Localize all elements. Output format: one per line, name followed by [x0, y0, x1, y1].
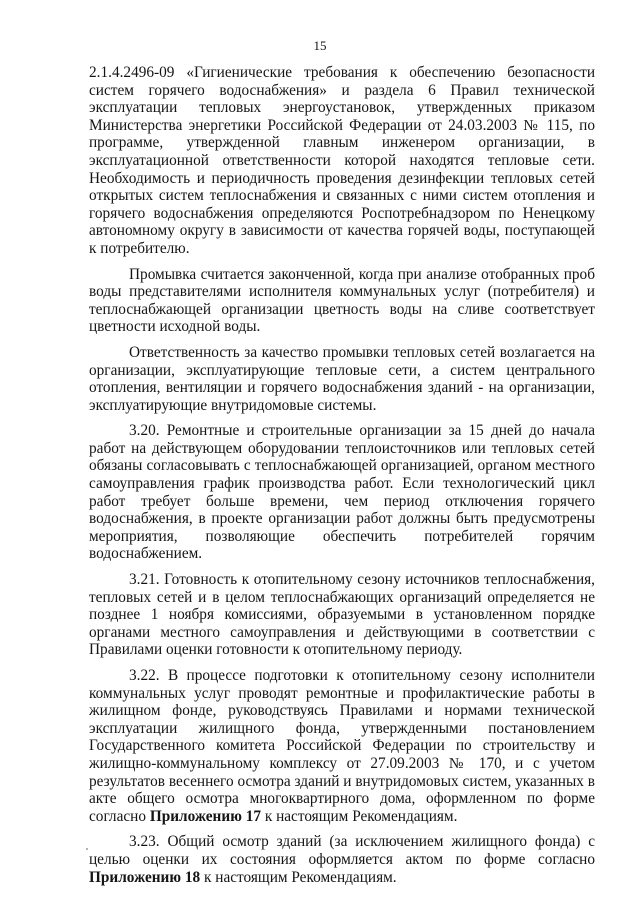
text-line: Необходимость и периодичность проведения дезинфекции тепловых сетей [89, 169, 595, 187]
text-line: жилищном фонде, руководствуясь Правилами и нормами технической [89, 702, 595, 720]
text-line: жилищно-коммунальному комплексу от 27.09.2003 № 170, и с учетом [89, 754, 595, 772]
document-body [89, 64, 595, 894]
text-line: эксплуатационной ответственности которой находятся тепловые сети. [89, 151, 595, 169]
text-line [89, 869, 595, 887]
text-line: целью оценки их состояния оформляется актом по форме согласно [89, 850, 595, 868]
text-line: обязаны согласовывать с теплоснабжающей организацией, органом местного [89, 457, 595, 475]
text-line: тепловых сетей и в целом теплоснабжающих организаций определяется не [89, 588, 595, 606]
text-line: 3.21. Готовность к отопительному сезону источников теплоснабжения, [129, 571, 595, 589]
scan-speck [86, 848, 88, 850]
text-line: 3.22. В процессе подготовки к отопительному сезону исполнители [129, 667, 595, 684]
text-line: горячего водоснабжения определяются Роспотребнадзором по Ненецкому [89, 204, 595, 222]
text-line: водоснабжения, в проекте организации работ должны быть предусмотрены [89, 510, 595, 528]
text-line: акте общего осмотра многоквартирного дома, оформленном по форме [89, 790, 595, 808]
text-line: коммунальных услуг проводят ремонтные и профилактические работы в [89, 684, 595, 702]
text-line: воды представителями исполнителя коммунальных услуг (потребителя) и [89, 283, 595, 301]
text-line: Государственного комитета Российской Федерации по строительству и [89, 737, 595, 755]
paragraph-3-22 [89, 667, 595, 825]
text-line: Ответственность за качество промывки тепловых сетей возлагается на [129, 343, 595, 361]
text-line: к потребителю. [89, 239, 190, 257]
text-line: мероприятия, позволяющие обеспечить потребителей горячим [89, 527, 595, 545]
text-line: работ требует больше времени, чем период отключения горячего [89, 492, 595, 510]
appendix-18-reference: Приложению 18 [89, 868, 201, 886]
paragraph-sanpin-reference [89, 64, 595, 258]
text-line: организации, эксплуатирующие тепловые сети, а систем центрального [89, 361, 595, 379]
text-line: Министерства энергетики Российской Федерации от 24.03.2003 № 115, по [89, 116, 595, 134]
paragraph-3-20 [89, 422, 595, 563]
text-fragment: согласно [89, 807, 150, 825]
text-line: результатов весеннего осмотра зданий и внутридомовых систем, указанных в [89, 772, 595, 790]
paragraph-3-23 [89, 833, 595, 886]
text-line: эксплуатации тепловых энергоустановок, утвержденных приказом [89, 99, 595, 117]
text-line: работ на действующем оборудовании теплоисточников или тепловых сетей [89, 439, 595, 457]
appendix-17-reference: Приложению 17 [149, 807, 261, 825]
text-fragment: к настоящим Рекомендациям. [261, 807, 458, 825]
text-line: самоуправления график производства работ. Если технологический цикл [89, 475, 595, 493]
text-line [89, 808, 595, 826]
text-line: 3.23. Общий осмотр зданий (за исключением жилищного фонда) с [129, 833, 595, 851]
text-line: эксплуатации жилищного фонда, утвержденными постановлением [89, 719, 595, 737]
text-line: автономному округу в зависимости от качества горячей воды, поступающей [89, 222, 595, 240]
paragraph-flushing-complete [89, 266, 595, 336]
text-line: 2.1.4.2496-09 «Гигиенические требования к обеспечению безопасности [89, 64, 595, 81]
text-line: Промывка считается законченной, когда при анализе отобранных проб [129, 265, 595, 283]
paragraph-3-21 [89, 571, 595, 659]
text-line: позднее 1 ноября комиссиями, образуемыми в установленном порядке [89, 606, 595, 624]
text-line: Правилами оценки готовности к отопительному периоду. [89, 641, 463, 659]
text-fragment: к настоящим Рекомендациям. [200, 868, 397, 886]
paragraph-flushing-responsibility [89, 344, 595, 414]
text-line: теплоснабжающей организации цветность воды на сливе соответствует [89, 300, 595, 318]
text-line: органами местного самоуправления и действующими в соответствии с [89, 623, 595, 641]
text-line: 3.20. Ремонтные и строительные организации за 15 дней до начала [129, 422, 595, 440]
text-line: эксплуатирующие внутридомовые системы. [89, 396, 377, 414]
text-line: открытых систем теплоснабжения и связанных с ними систем отопления и [89, 187, 595, 205]
text-line: водоснабжением. [89, 545, 203, 563]
page-number: 15 [313, 38, 327, 53]
text-line: отопления, вентиляции и горячего водоснабжения зданий - на организации, [89, 379, 595, 397]
text-line: программе, утвержденной главным инженером организации, в [89, 134, 595, 152]
text-line: цветности исходной воды. [89, 318, 261, 336]
text-line: систем горячего водоснабжения» и раздела 6 Правил технической [89, 81, 595, 99]
